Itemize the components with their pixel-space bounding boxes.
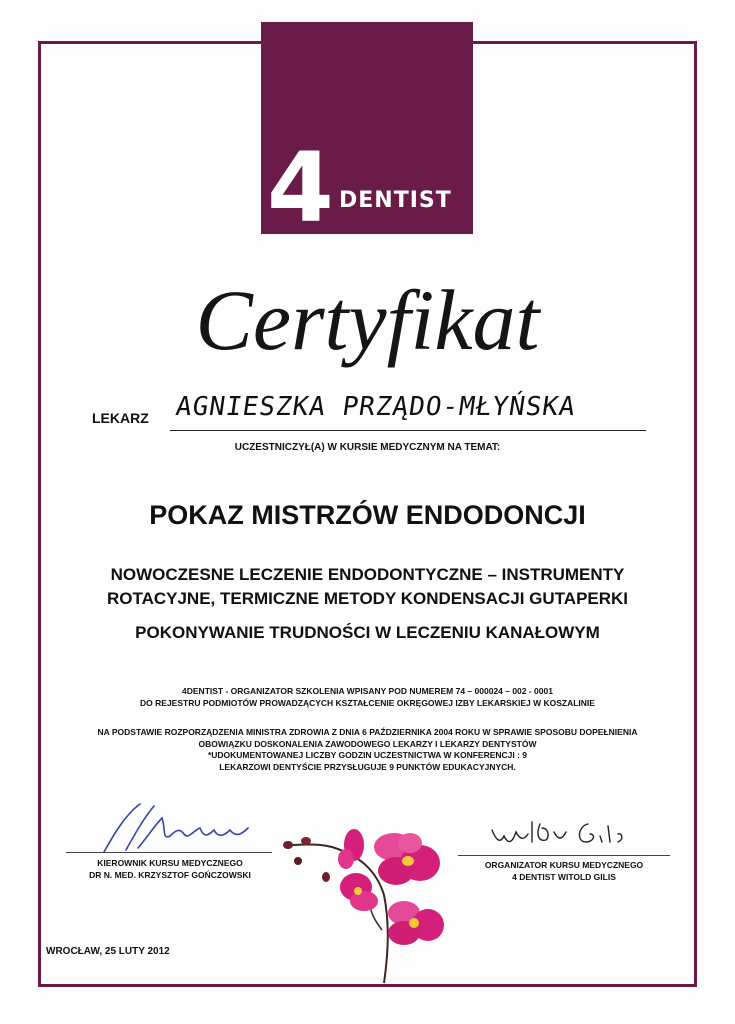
- orchid-bloom-bottom: [388, 901, 444, 945]
- participation-text: UCZESTNICZYŁ(A) W KURSIE MEDYCZNYM NA TEMAT:: [234, 442, 501, 453]
- orchid-bloom-mid: [340, 873, 378, 911]
- right-signature-caption: [448, 859, 680, 883]
- place-and-date: WROCŁAW, 25 LUTY 2012: [46, 946, 170, 957]
- orchid-bloom-top: [374, 833, 440, 885]
- left-signer-role: KIEROWNIK KURSU MEDYCZNEGO: [97, 858, 243, 868]
- orchid-small-bloom: [338, 829, 364, 869]
- logo-number: 4: [267, 132, 334, 244]
- right-handwritten-signature: [488, 814, 638, 854]
- right-signer-name: 4 DENTIST WITOLD GILIS: [512, 872, 616, 882]
- name-underline: [170, 430, 646, 431]
- right-signer-role: ORGANIZATOR KURSU MEDYCZNEGO: [484, 860, 644, 870]
- brand-logo: [261, 22, 473, 244]
- topic-line-3: POKONYWANIE TRUDNOŚCI W LECZENIU KANAŁOWYM: [135, 623, 600, 642]
- left-handwritten-signature: [96, 800, 256, 856]
- right-signature-line: [458, 855, 670, 856]
- registry-line-1: 4DENTIST - ORGANIZATOR SZKOLENIA WPISANY POD NUMEREM 74 – 000024 – 002 - 0001: [182, 686, 553, 696]
- regulation-line-3: *UDOKUMENTOWANEJ LICZBY GODZIN UCZESTNICTWA W KONFERENCJI : 9: [207, 750, 528, 760]
- certificate-title: Certyfikat: [195, 272, 540, 368]
- regulation-line-4: LEKARZOWI DENTYŚCIE PRZYSŁUGUJE 9 PUNKTÓW EDUKACYJNYCH.: [219, 762, 516, 772]
- course-title: POKAZ MISTRZÓW ENDODONCJI: [149, 500, 586, 530]
- orchid-flower-illustration: [272, 815, 472, 985]
- topic-line-2: ROTACYJNE, TERMICZNE METODY KONDENSACJI GUTAPERKI: [106, 589, 629, 608]
- regulation-line-1: NA PODSTAWIE ROZPORZĄDZENIA MINISTRA ZDROWIA Z DNIA 6 PAŹDZIERNIKA 2004 ROKU W SPRAWIE SPOSOBU DOPEŁNIENIA: [97, 727, 638, 737]
- orchid-bud-4: [322, 872, 330, 882]
- left-signer-name: DR N. MED. KRZYSZTOF GOŃCZOWSKI: [89, 870, 251, 880]
- left-signature-caption: [52, 857, 288, 881]
- recipient-label: LEKARZ: [92, 410, 149, 426]
- topic-line-1: NOWOCZESNE LECZENIE ENDODONTYCZNE – INSTRUMENTY: [110, 565, 625, 584]
- recipient-name: AGNIESZKA PRZĄDO-MŁYŃSKA: [173, 392, 578, 422]
- orchid-bud-3: [294, 857, 302, 865]
- logo-word: DENTIST: [339, 188, 452, 213]
- left-signature-line: [66, 852, 272, 853]
- regulation-line-2: OBOWIĄZKU DOSKONALENIA ZAWODOWEGO LEKARZY I LEKARZY DENTYSTÓW: [198, 739, 537, 749]
- orchid-bud-2: [301, 837, 311, 845]
- orchid-bud-1: [283, 841, 293, 849]
- registry-line-2: DO REJESTRU PODMIOTÓW PROWADZĄCYCH KSZTAŁCENIE OKRĘGOWEJ IZBY LEKARSKIEJ W KOSZALINIE: [140, 698, 595, 708]
